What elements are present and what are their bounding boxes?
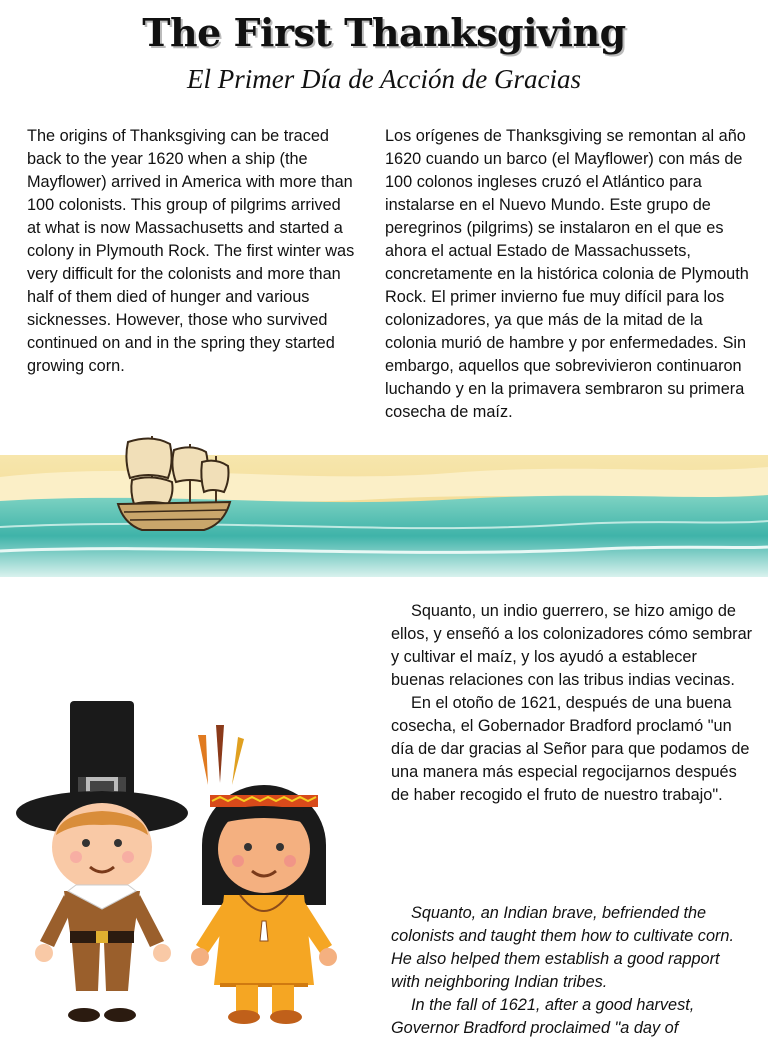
mayflower-ship-illustration — [112, 428, 236, 538]
spanish-intro-paragraph: Los orígenes de Thanksgiving se remontan al año 1620 cuando un barco (el Mayflower) con más de 100 colonos ingleses cruzó el Atlántico para instalarse en el Nuevo Mundo. Este grupo de peregrinos (pilgrims) se instalaron en el que es ahora el actual Estado de Massachussets, concretamente en la histórica colonia de Plymouth Rock. El primer invierno fue muy difícil para los colonizadores, ya que más de la mitad de la colonia murió de hambre y por enfermedades. Sin embargo, aquellos que sobrevivieron continuaron luchando y en la primavera sembraron su primera cosecha de maíz. — [385, 127, 749, 421]
page-title: The First Thanksgiving — [142, 10, 626, 55]
native-girl-figure — [191, 725, 337, 1024]
spanish-fall-paragraph: En el otoño de 1621, después de una buena cosecha, el Gobernador Bradford proclamó "un día de dar gracias al Señor para que podamos de una manera más especial regocijarnos después de haber recogido el fruto de nuestro trabajo". — [391, 694, 750, 804]
spanish-squanto-paragraph: Squanto, un indio guerrero, se hizo amigo de ellos, y enseñó a los colonizadores cómo sembrar y cultivar el maíz, y los ayudó a establecer buenas relaciones con las tribus indias vecinas. — [391, 602, 753, 689]
pilgrim-and-native-children-illustration — [10, 695, 360, 1024]
page-subtitle: El Primer Día de Acción de Gracias — [187, 64, 581, 94]
spanish-squanto-section — [391, 600, 753, 807]
english-fall-paragraph: In the fall of 1621, after a good harvest, Governor Bradford proclaimed "a day of — [391, 996, 695, 1037]
english-squanto-section — [391, 902, 753, 1040]
english-intro-paragraph: The origins of Thanksgiving can be traced back to the year 1620 when a ship (the Mayflower) arrived in America with more than 100 colonists. This group of pilgrims arrived at what is now Massachusetts and started a colony in Plymouth Rock. The first winter was very difficult for the colonists and more than half of them died of hunger and various sicknesses. However, those who survived continued on and in the spring they started growing corn. — [27, 127, 355, 375]
pilgrim-boy-figure — [16, 701, 188, 1022]
english-squanto-paragraph: Squanto, an Indian brave, befriended the colonists and taught them how to cultivate corn. He also helped them establish a good rapport with neighboring Indian tribes. — [391, 904, 735, 991]
